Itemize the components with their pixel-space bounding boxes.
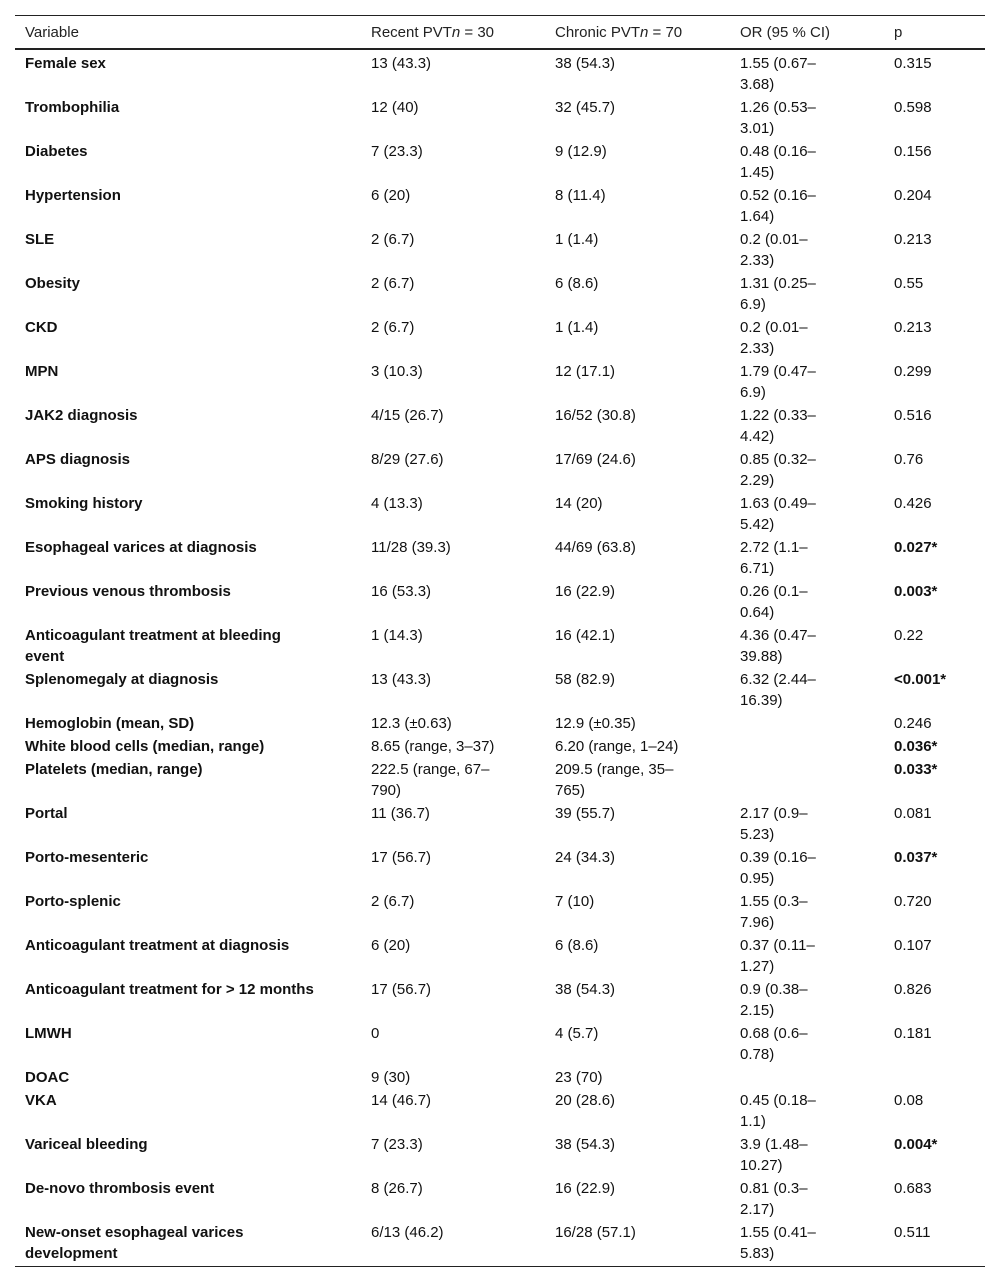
cell-variable: Portal (25, 805, 68, 822)
table-row (15, 802, 985, 846)
cell-odds-ratio: 1.63 (0.49–5.42) (740, 495, 816, 533)
cell-odds-ratio: 0.2 (0.01–2.33) (740, 319, 808, 357)
cell-odds-ratio: 1.22 (0.33–4.42) (740, 407, 816, 445)
cell-recent-pvt: 1 (14.3) (371, 627, 423, 644)
cell-p-value: 0.156 (894, 143, 932, 160)
cell-variable: MPN (25, 363, 59, 380)
cell-p-value: 0.511 (884, 1221, 985, 1267)
cell-odds-ratio: 1.26 (0.53–3.01) (740, 99, 816, 137)
cell-p-value: 0.081 (894, 805, 932, 822)
table-row (15, 360, 985, 404)
cell-variable: Variceal bleeding (25, 1136, 148, 1153)
cell-odds-ratio (730, 712, 884, 735)
table-row (15, 448, 985, 492)
cell-chronic-pvt: 20 (28.6) (555, 1092, 616, 1109)
cell-recent-pvt: 12 (40) (371, 99, 419, 116)
cell-recent-pvt: 2 (6.7) (371, 275, 415, 292)
cell-recent-pvt: 8/29 (27.6) (371, 451, 444, 468)
table-row (15, 1066, 985, 1089)
cell-odds-ratio: 1.55 (0.67–3.68) (740, 55, 816, 93)
cell-variable: Female sex (25, 55, 106, 72)
table-row (15, 668, 985, 712)
table-row (15, 846, 985, 890)
cell-p-value: 0.213 (894, 319, 932, 336)
cell-chronic-pvt: 44/69 (63.8) (555, 539, 636, 556)
cell-p-value: 0.003* (894, 583, 938, 600)
cell-p-value: 0.027* (894, 539, 938, 556)
cell-variable: JAK2 diagnosis (25, 407, 138, 424)
cell-p-value: 0.598 (894, 99, 932, 116)
cell-odds-ratio (730, 735, 884, 758)
header-chronic-n: n (640, 24, 649, 41)
cell-recent-pvt: 3 (10.3) (371, 363, 423, 380)
cell-chronic-pvt: 14 (20) (555, 495, 603, 512)
cell-recent-pvt: 0 (371, 1025, 380, 1042)
cell-recent-pvt: 9 (30) (371, 1069, 411, 1086)
cell-recent-pvt: 6 (20) (371, 937, 411, 954)
cell-chronic-pvt: 38 (54.3) (555, 981, 616, 998)
table-row (15, 272, 985, 316)
table-row (15, 1133, 985, 1177)
cell-chronic-pvt: 16/52 (30.8) (555, 407, 636, 424)
cell-chronic-pvt: 16 (22.9) (555, 1180, 616, 1197)
cell-variable: De-novo thrombosis event (25, 1180, 215, 1197)
header-recent-n: n (451, 24, 461, 41)
cell-odds-ratio: 0.9 (0.38–2.15) (740, 981, 808, 1019)
cell-p-value: 0.426 (894, 495, 932, 512)
cell-variable: Diabetes (25, 143, 88, 160)
cell-odds-ratio: 2.17 (0.9–5.23) (740, 805, 808, 843)
cell-p-value: 0.181 (894, 1025, 932, 1042)
cell-p-value: <0.001* (894, 671, 947, 688)
cell-variable: Anticoagulant treatment at diagnosis (25, 937, 290, 954)
cell-variable: Hemoglobin (mean, SD) (25, 715, 195, 732)
cell-variable: Smoking history (25, 495, 143, 512)
cell-chronic-pvt: 16 (42.1) (555, 627, 616, 644)
cell-chronic-pvt: 209.5 (range, 35–765) (555, 761, 674, 799)
cell-recent-pvt: 8.65 (range, 3–37) (371, 738, 495, 755)
cell-chronic-pvt: 6 (8.6) (555, 275, 599, 292)
cell-p-value: 0.246 (894, 715, 932, 732)
cell-recent-pvt: 222.5 (range, 67–790) (371, 761, 490, 799)
cell-recent-pvt: 11/28 (39.3) (371, 539, 451, 556)
cell-p-value: 0.720 (894, 893, 932, 910)
table-row (15, 978, 985, 1022)
cell-chronic-pvt: 58 (82.9) (555, 671, 616, 688)
header-chronic-label: Chronic PVT (555, 24, 641, 41)
cell-chronic-pvt: 39 (55.7) (555, 805, 616, 822)
cell-recent-pvt: 17 (56.7) (371, 849, 432, 866)
cell-odds-ratio: 0.37 (0.11–1.27) (740, 937, 815, 975)
table-row (15, 934, 985, 978)
table-body (15, 49, 985, 1267)
cell-variable: Splenomegaly at diagnosis (25, 671, 219, 688)
cell-recent-pvt: 12.3 (±0.63) (371, 715, 452, 732)
cell-p-value: 0.213 (894, 231, 932, 248)
cell-odds-ratio: 0.2 (0.01–2.33) (740, 231, 808, 269)
cell-recent-pvt: 16 (53.3) (371, 583, 432, 600)
cell-recent-pvt: 13 (43.3) (371, 55, 432, 72)
cell-chronic-pvt: 17/69 (24.6) (555, 451, 636, 468)
cell-odds-ratio: 0.81 (0.3–2.17) (740, 1180, 808, 1218)
table-row (15, 624, 985, 668)
cell-variable: Anticoagulant treatment at bleeding event (25, 627, 281, 665)
cell-odds-ratio: 0.39 (0.16–0.95) (740, 849, 816, 887)
cell-odds-ratio: 2.72 (1.1–6.71) (740, 539, 808, 577)
cell-chronic-pvt: 23 (70) (555, 1069, 603, 1086)
cell-variable: Anticoagulant treatment for > 12 months (25, 981, 314, 998)
cell-odds-ratio (730, 1066, 884, 1089)
cell-variable: LMWH (25, 1025, 72, 1042)
table-row (15, 712, 985, 735)
cell-variable: White blood cells (median, range) (25, 738, 265, 755)
cell-odds-ratio: 6.32 (2.44–16.39) (740, 671, 816, 709)
cell-chronic-pvt: 8 (11.4) (555, 187, 606, 204)
cell-variable: VKA (25, 1092, 57, 1109)
cell-odds-ratio: 1.79 (0.47–6.9) (740, 363, 816, 401)
cell-recent-pvt: 4 (13.3) (371, 495, 423, 512)
table-row (15, 1221, 985, 1267)
cell-chronic-pvt: 24 (34.3) (555, 849, 616, 866)
cell-recent-pvt: 17 (56.7) (371, 981, 432, 998)
table-row (15, 184, 985, 228)
header-chronic-pvt (545, 16, 730, 50)
cell-p-value: 0.204 (894, 187, 932, 204)
table-row (15, 228, 985, 272)
cell-odds-ratio: 1.31 (0.25–6.9) (740, 275, 816, 313)
cell-odds-ratio: 0.85 (0.32–2.29) (740, 451, 816, 489)
table-header (15, 16, 985, 50)
cell-variable: Platelets (median, range) (25, 761, 203, 778)
cell-odds-ratio: 4.36 (0.47–39.88) (740, 627, 816, 665)
cell-p-value: 0.004* (894, 1136, 938, 1153)
cell-chronic-pvt: 16 (22.9) (555, 583, 616, 600)
cell-variable: Trombophilia (25, 99, 120, 116)
table-row (15, 536, 985, 580)
cell-p-value: 0.299 (894, 363, 932, 380)
table-row (15, 758, 985, 802)
table-row (15, 492, 985, 536)
cell-p-value: 0.55 (894, 275, 924, 292)
cell-odds-ratio: 1.55 (0.3–7.96) (740, 893, 808, 931)
cell-variable: APS diagnosis (25, 451, 131, 468)
header-recent-n-value: = 30 (460, 24, 494, 41)
cell-p-value: 0.315 (894, 55, 932, 72)
cell-chronic-pvt: 9 (12.9) (555, 143, 607, 160)
cell-p-value: 0.76 (894, 451, 924, 468)
cell-variable: DOAC (25, 1069, 70, 1086)
cell-p-value: 0.08 (894, 1092, 924, 1109)
cell-chronic-pvt: 7 (10) (555, 893, 595, 910)
cell-recent-pvt: 4/15 (26.7) (371, 407, 444, 424)
cell-recent-pvt: 2 (6.7) (371, 231, 415, 248)
table-row (15, 1022, 985, 1066)
cell-chronic-pvt: 6 (8.6) (555, 937, 599, 954)
cell-p-value: 0.516 (894, 407, 932, 424)
cell-p-value: 0.036* (894, 738, 938, 755)
header-recent-pvt (361, 16, 545, 50)
cell-odds-ratio: 0.48 (0.16–1.45) (740, 143, 816, 181)
cell-chronic-pvt: 4 (5.7) (555, 1025, 599, 1042)
header-recent-label: Recent PVT (371, 24, 452, 41)
comparison-table (15, 15, 985, 1267)
cell-variable: CKD (25, 319, 58, 336)
cell-odds-ratio: 0.26 (0.1–0.64) (740, 583, 808, 621)
table-row (15, 404, 985, 448)
table-row (15, 1089, 985, 1133)
cell-p-value: 0.826 (894, 981, 932, 998)
cell-variable: Porto-splenic (25, 893, 121, 910)
cell-recent-pvt: 2 (6.7) (371, 893, 415, 910)
cell-chronic-pvt: 12 (17.1) (555, 363, 616, 380)
header-chronic-n-value: = 70 (648, 24, 683, 41)
cell-chronic-pvt: 1 (1.4) (555, 231, 599, 248)
table-row (15, 735, 985, 758)
table-row (15, 49, 985, 96)
cell-odds-ratio: 1.55 (0.41–5.83) (730, 1221, 884, 1267)
cell-p-value (884, 1066, 985, 1089)
cell-chronic-pvt: 1 (1.4) (555, 319, 599, 336)
table-row (15, 96, 985, 140)
cell-recent-pvt: 6/13 (46.2) (361, 1221, 545, 1267)
table-row (15, 316, 985, 360)
cell-variable: Obesity (25, 275, 81, 292)
cell-chronic-pvt: 38 (54.3) (555, 55, 616, 72)
cell-variable: Porto-mesenteric (25, 849, 149, 866)
table-container (15, 15, 985, 1267)
cell-chronic-pvt: 38 (54.3) (555, 1136, 616, 1153)
cell-odds-ratio (730, 758, 884, 802)
cell-p-value: 0.037* (894, 849, 938, 866)
cell-chronic-pvt: 12.9 (±0.35) (555, 715, 636, 732)
cell-odds-ratio: 0.68 (0.6–0.78) (740, 1025, 808, 1063)
table-row (15, 890, 985, 934)
cell-recent-pvt: 8 (26.7) (371, 1180, 423, 1197)
cell-chronic-pvt: 6.20 (range, 1–24) (555, 738, 679, 755)
cell-chronic-pvt: 16/28 (57.1) (545, 1221, 730, 1267)
cell-odds-ratio: 0.45 (0.18–1.1) (740, 1092, 816, 1130)
cell-p-value: 0.107 (894, 937, 932, 954)
cell-chronic-pvt: 32 (45.7) (555, 99, 616, 116)
header-p-value: p (884, 16, 985, 50)
cell-variable: Previous venous thrombosis (25, 583, 231, 600)
cell-variable: Esophageal varices at diagnosis (25, 539, 257, 556)
cell-recent-pvt: 7 (23.3) (371, 1136, 423, 1153)
header-row (15, 16, 985, 50)
cell-p-value: 0.033* (894, 761, 938, 778)
cell-recent-pvt: 7 (23.3) (371, 143, 423, 160)
header-odds-ratio: OR (95 % CI) (730, 16, 884, 50)
cell-recent-pvt: 6 (20) (371, 187, 411, 204)
cell-recent-pvt: 13 (43.3) (371, 671, 432, 688)
cell-p-value: 0.683 (894, 1180, 932, 1197)
table-row (15, 1177, 985, 1221)
cell-p-value: 0.22 (894, 627, 924, 644)
cell-recent-pvt: 14 (46.7) (371, 1092, 432, 1109)
header-variable: Variable (15, 16, 361, 50)
cell-odds-ratio: 0.52 (0.16–1.64) (740, 187, 816, 225)
table-row (15, 140, 985, 184)
cell-variable: New-onset esophageal varices development (15, 1221, 361, 1267)
cell-variable: Hypertension (25, 187, 121, 204)
table-row (15, 580, 985, 624)
cell-recent-pvt: 2 (6.7) (371, 319, 415, 336)
cell-recent-pvt: 11 (36.7) (371, 805, 430, 822)
cell-odds-ratio: 3.9 (1.48–10.27) (740, 1136, 808, 1174)
cell-variable: SLE (25, 231, 55, 248)
